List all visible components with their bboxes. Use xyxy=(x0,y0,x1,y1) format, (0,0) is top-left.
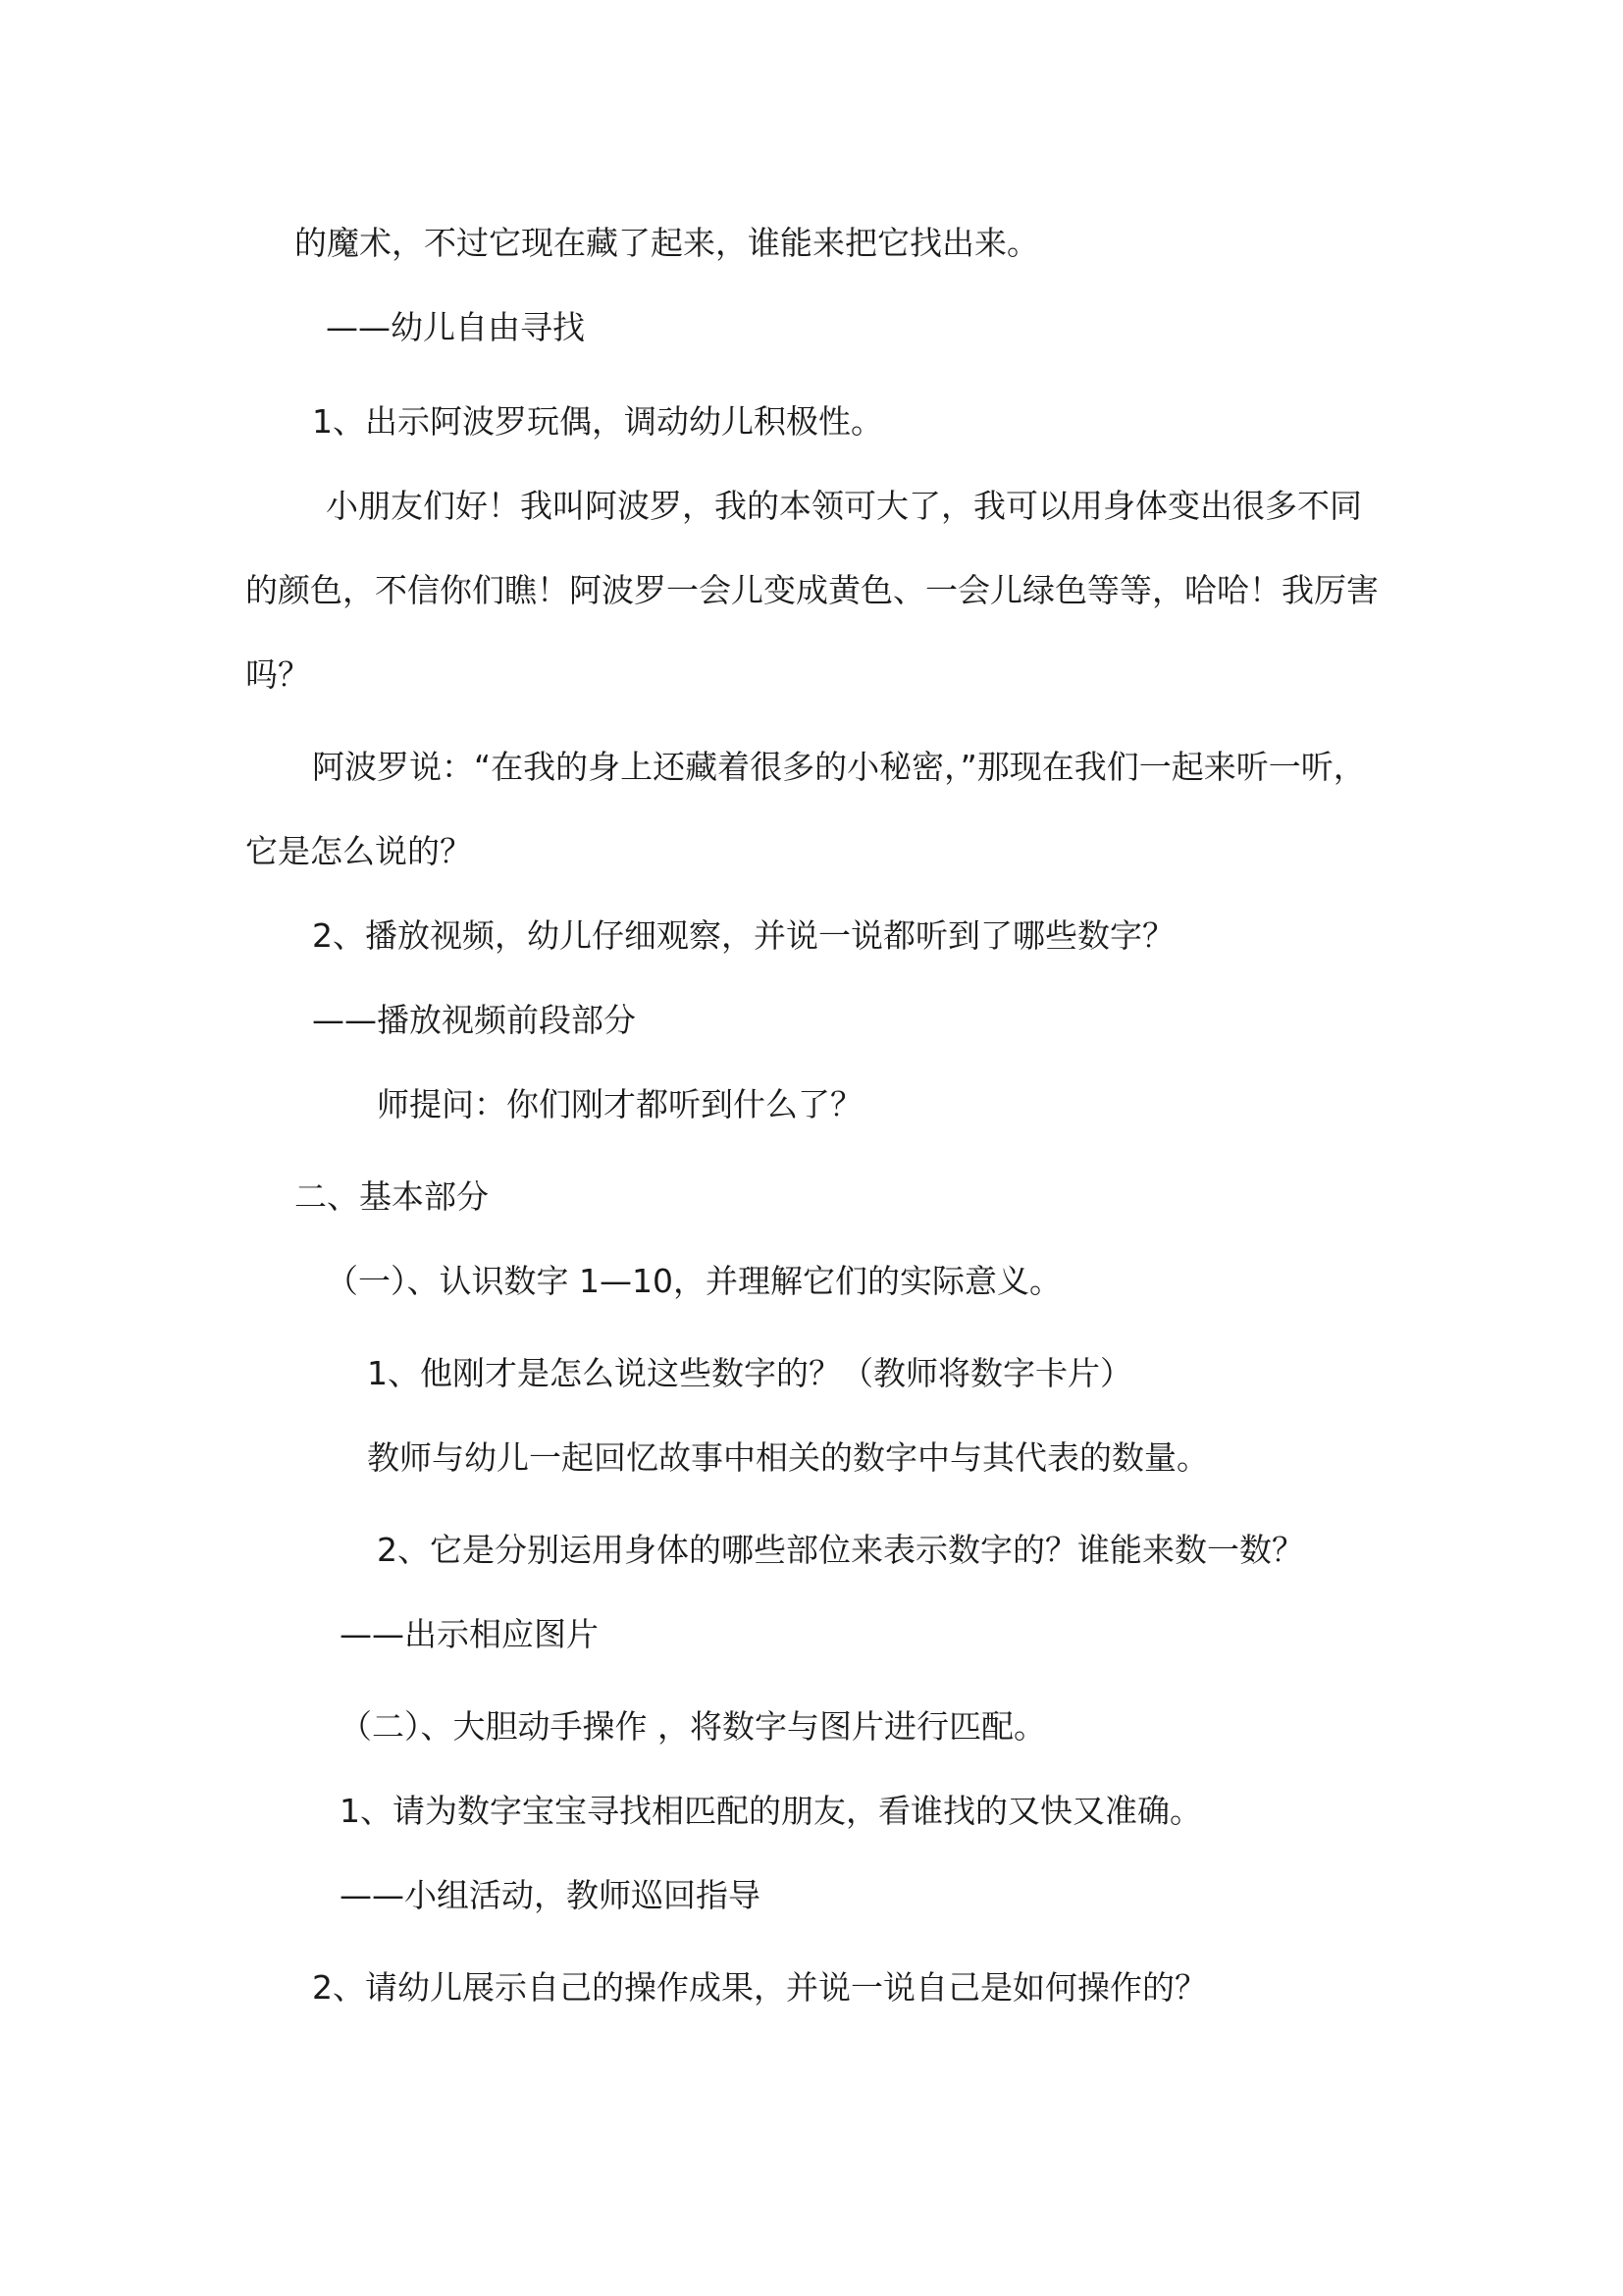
text-line: 2、它是分别运用身体的哪些部位来表示数字的？谁能来数一数？ xyxy=(377,1531,1304,1569)
text-line: 吗？ xyxy=(245,655,310,694)
text-line: 2、播放视频，幼儿仔细观察，并说一说都听到了哪些数字？ xyxy=(312,916,1175,955)
subsection-heading: （一）、认识数字 1—10，并理解它们的实际意义。 xyxy=(326,1262,1062,1300)
text-line: 教师与幼儿一起回忆故事中相关的数字中与其代表的数量。 xyxy=(367,1438,1209,1477)
text-line: 它是怎么说的？ xyxy=(245,832,472,870)
text-line: 2、请幼儿展示自己的操作成果，并说一说自己是如何操作的？ xyxy=(312,1968,1207,2007)
text-line: ——幼儿自由寻找 xyxy=(326,308,585,346)
text-line: ——小组活动，教师巡回指导 xyxy=(340,1876,760,1914)
text-line: 的颜色，不信你们瞧！阿波罗一会儿变成黄色、一会儿绿色等等，哈哈！我厉害 xyxy=(245,571,1379,609)
text-line: ——播放视频前段部分 xyxy=(312,1001,636,1039)
text-line: 1、请为数字宝宝寻找相匹配的朋友，看谁找的又快又准确。 xyxy=(340,1792,1202,1830)
subsection-heading: （二）、大胆动手操作 ，将数字与图片进行匹配。 xyxy=(340,1707,1046,1746)
text-line: 小朋友们好！我叫阿波罗，我的本领可大了，我可以用身体变出很多不同 xyxy=(326,487,1362,525)
text-line: ——出示相应图片 xyxy=(340,1615,599,1653)
text-line: 1、他刚才是怎么说这些数字的？（教师将数字卡片） xyxy=(367,1354,1132,1392)
text-line: 师提问：你们刚才都听到什么了？ xyxy=(377,1085,863,1123)
text-line: 阿波罗说：“在我的身上还藏着很多的小秘密，”那现在我们一起来听一听， xyxy=(312,748,1366,786)
text-line: 的魔术，不过它现在藏了起来，谁能来把它找出来。 xyxy=(294,224,1039,262)
text-line: 1、出示阿波罗玩偶，调动幼儿积极性。 xyxy=(312,402,883,441)
section-heading: 二、基本部分 xyxy=(294,1177,489,1216)
